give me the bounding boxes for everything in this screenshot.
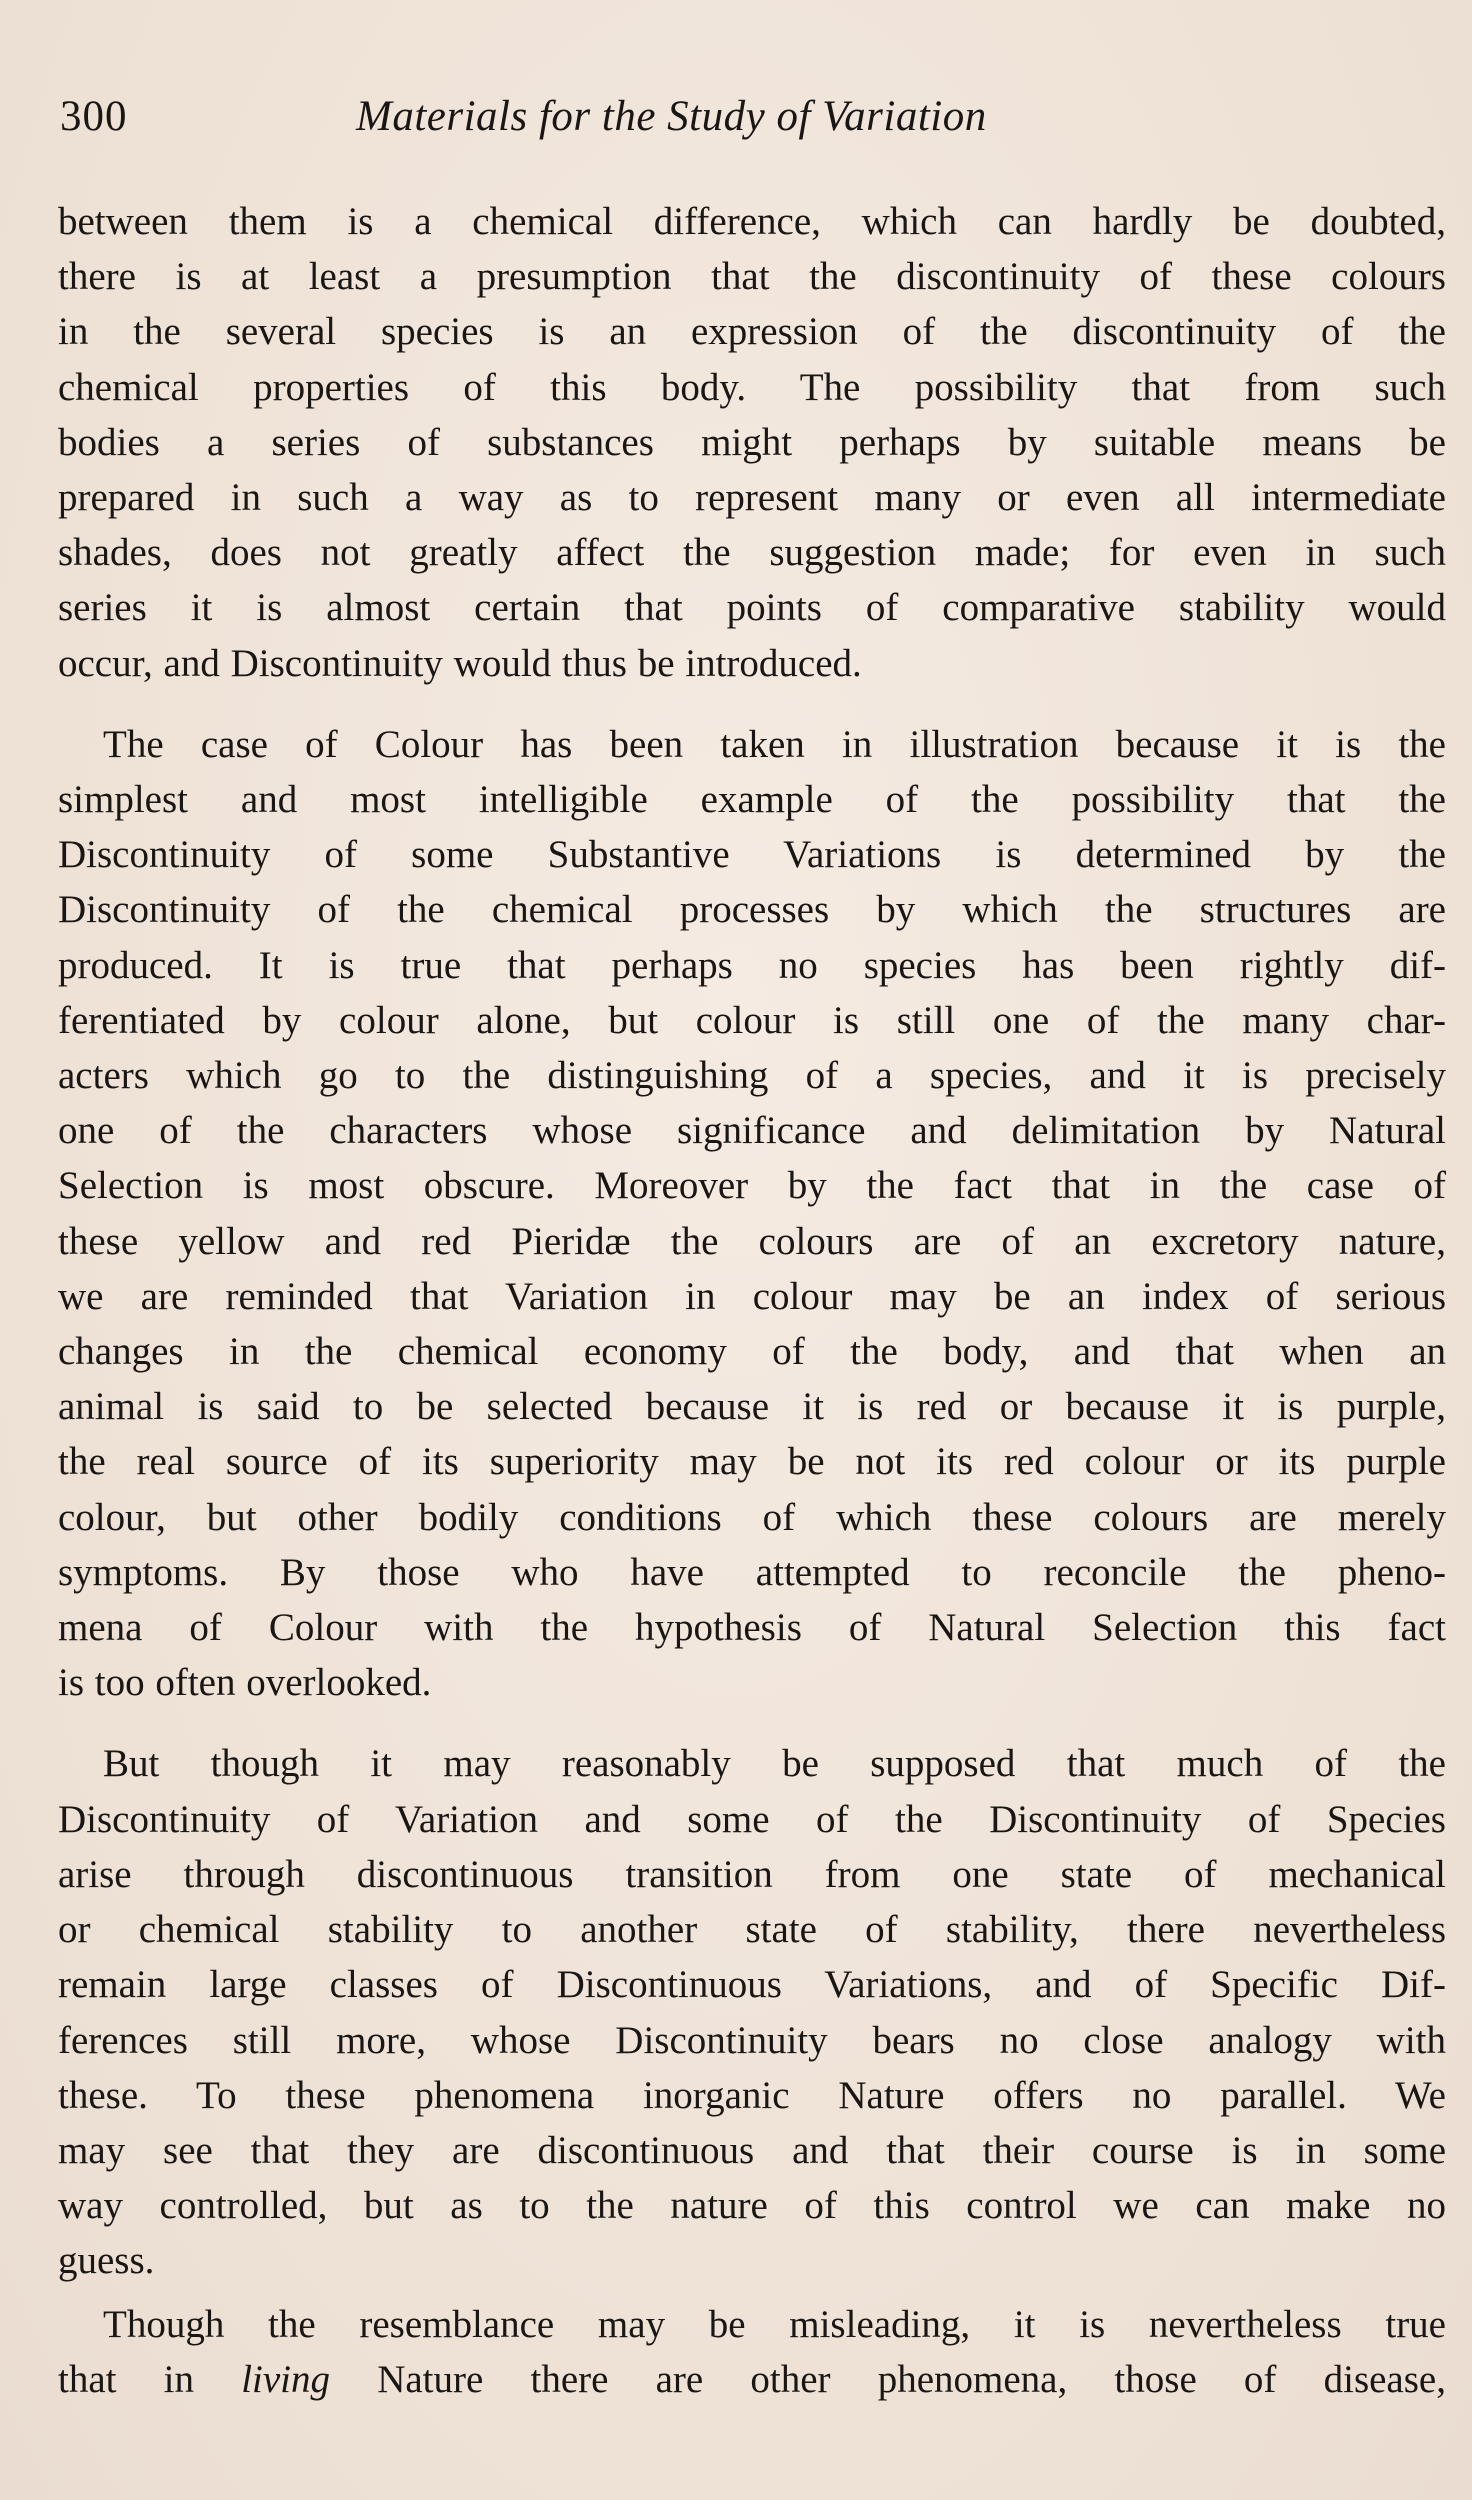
page-number: 300 <box>60 93 128 140</box>
text-run: Nature there are other phenomena, those of disease, <box>330 2357 1446 2401</box>
text-line: Discontinuity of the chemical processes by which the structures are <box>58 888 1446 932</box>
text-line: these yellow and red Pieridæ the colours are of an excretory nature, <box>58 1219 1446 1263</box>
text-line: produced. It is true that perhaps no species has been rightly dif- <box>58 943 1446 987</box>
text-line: chemical properties of this body. The possibility that from such <box>58 365 1446 409</box>
text-line: is too often overlooked. <box>58 1661 432 1705</box>
text-line: Discontinuity of some Substantive Variations is determined by the <box>58 833 1446 877</box>
text-line: animal is said to be selected because it is red or because it is purple, <box>58 1385 1446 1429</box>
running-head <box>58 92 1446 162</box>
text-line: or chemical stability to another state of stability, there nevertheless <box>58 1908 1446 1952</box>
text-line: way controlled, but as to the nature of this control we can make no <box>58 2184 1446 2228</box>
text-line: one of the characters whose significance and delimitation by Natural <box>58 1109 1446 1153</box>
text-line: these. To these phenomena inorganic Nature offers no parallel. We <box>58 2073 1446 2117</box>
text-line: But though it may reasonably be supposed that much of the <box>103 1742 1446 1786</box>
text-line: arise through discontinuous transition from one state of mechanical <box>58 1852 1446 1896</box>
text-line: there is at least a presumption that the discontinuity of these colours <box>58 255 1446 299</box>
text-line: guess. <box>58 2239 155 2283</box>
paragraph-1 <box>58 194 1446 691</box>
text-line: acters which go to the distinguishing of a species, and it is precisely <box>58 1054 1446 1098</box>
book-page <box>58 92 1446 2407</box>
paragraph-2 <box>58 717 1446 1711</box>
paragraph-4 <box>58 2297 1446 2407</box>
text-line: symptoms. By those who have attempted to reconcile the pheno- <box>58 1550 1446 1594</box>
text-line: Selection is most obscure. Moreover by the fact that in the case of <box>58 1164 1446 1208</box>
text-line: changes in the chemical economy of the body, and that when an <box>58 1330 1446 1374</box>
text-line: between them is a chemical difference, which can hardly be doubted, <box>58 200 1446 243</box>
text-line: ferences still more, whose Discontinuity bears no close analogy with <box>58 2018 1446 2062</box>
paragraph-gap <box>58 1710 1446 1736</box>
text-line: the real source of its superiority may be not its red colour or its purple <box>58 1440 1446 1484</box>
text-line: may see that they are discontinuous and that their course is in some <box>58 2128 1446 2172</box>
paragraph-3 <box>58 1736 1446 2288</box>
text-line: colour, but other bodily conditions of which these colours are merely <box>58 1495 1446 1539</box>
text-line: shades, does not greatly affect the suggestion made; for even in such <box>58 531 1446 575</box>
text-line-with-italic <box>58 2352 1446 2407</box>
text-line: prepared in such a way as to represent many or even all intermediate <box>58 476 1446 520</box>
body-text <box>58 194 1446 2407</box>
text-line: occur, and Discontinuity would thus be introduced. <box>58 641 862 685</box>
text-line: simplest and most intelligible example of the possibility that the <box>58 778 1446 822</box>
text-line: bodies a series of substances might perhaps by suitable means be <box>58 420 1446 464</box>
text-line: Discontinuity of Variation and some of the Discontinuity of Species <box>58 1797 1446 1841</box>
running-title: Materials for the Study of Variation <box>356 93 987 140</box>
text-line: series it is almost certain that points of comparative stability would <box>58 586 1446 630</box>
italic-word: living <box>241 2357 331 2401</box>
paragraph-gap <box>58 2289 1446 2297</box>
text-line: in the several species is an expression of the discontinuity of the <box>58 310 1446 354</box>
text-line: Though the resemblance may be misleading, it is nevertheless true <box>103 2302 1446 2346</box>
text-run: that in <box>58 2357 242 2401</box>
text-line: The case of Colour has been taken in illustration because it is the <box>103 722 1446 766</box>
paragraph-gap <box>58 691 1446 717</box>
text-line: we are reminded that Variation in colour may be an index of serious <box>58 1274 1446 1318</box>
text-line: mena of Colour with the hypothesis of Natural Selection this fact <box>58 1606 1446 1650</box>
text-line: ferentiated by colour alone, but colour is still one of the many char- <box>58 998 1446 1042</box>
text-line: remain large classes of Discontinuous Variations, and of Specific Dif- <box>58 1963 1446 2007</box>
